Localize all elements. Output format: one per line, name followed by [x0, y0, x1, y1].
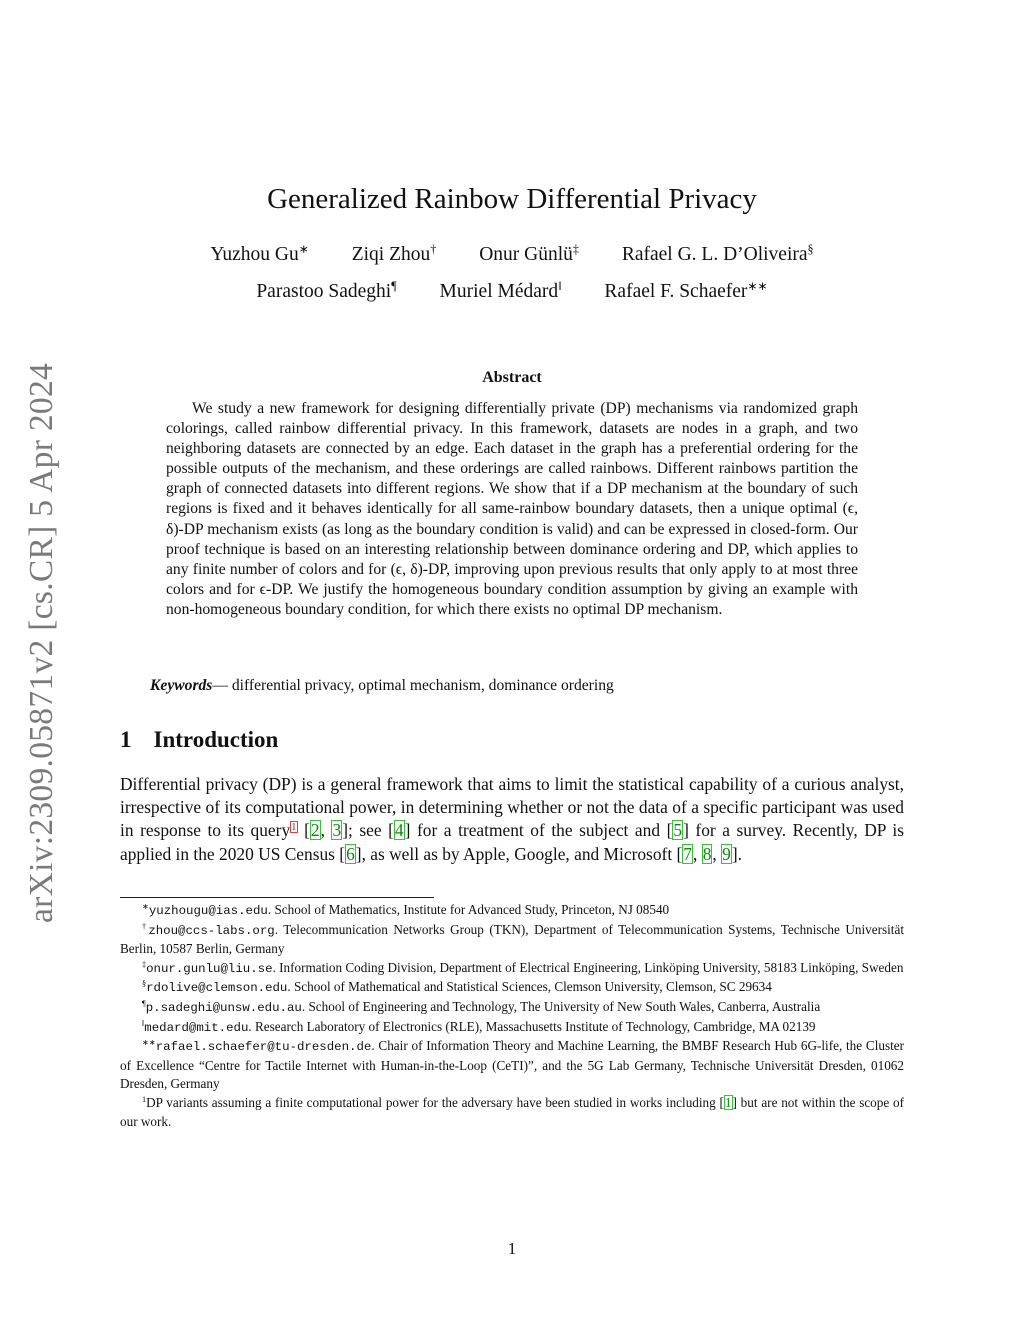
paper-title: Generalized Rainbow Differential Privacy	[267, 183, 757, 215]
footnote: †zhou@ccs-labs.org. Telecommunication Networks Group (TKN), Department of Telecommunication Systems, Technische Universität Berlin, 10587 Berlin, Germany	[120, 921, 904, 957]
keywords-label: Keywords	[150, 677, 213, 694]
citation-link[interactable]: 1	[724, 1094, 732, 1110]
citation-link[interactable]: 4	[394, 820, 404, 841]
footnote: ∗yuzhougu@ias.edu. School of Mathematics, Institute for Advanced Study, Princeton, NJ 08540	[142, 902, 670, 918]
footnote: ‖medard@mit.edu. Research Laboratory of Electronics (RLE), Massachusetts Institute of Technology, Cambridge, MA 02139	[142, 1018, 816, 1035]
citation-link[interactable]: 7	[683, 843, 692, 864]
keywords	[150, 677, 614, 695]
section-heading: 1 Introduction	[120, 727, 279, 752]
arxiv-identifier-stamp: arXiv:2309.05871v2 [cs.CR] 5 Apr 2024	[23, 362, 60, 924]
keywords-text: — differential privacy, optimal mechanism, dominance ordering	[212, 677, 614, 694]
author-list-row-2	[0, 278, 1024, 303]
page-number: 1	[507, 1239, 517, 1258]
author: Parastoo Sadeghi¶	[256, 278, 397, 302]
footnote: ‡onur.gunlu@liu.se. Information Coding Division, Department of Electrical Engineering, Linköping University, 58183 Linköping, Sweden	[142, 959, 904, 976]
footnote-divider	[120, 897, 434, 898]
footnote: ¶p.sadeghi@unsw.edu.au. School of Engineering and Technology, The University of New South Wales, Canberra, Australia	[142, 998, 821, 1015]
citation-link[interactable]: 9	[722, 843, 731, 864]
footnote: ∗∗rafael.schaefer@tu-dresden.de. Chair of Information Theory and Machine Learning, the BMBF Research Hub 6G-life, the Cluster of Excellence “Centre for Tactile Internet with Human-in-the-Loop (CeTI)”, and the 5G Lab Germany, Technische Universität Dresden, 01062 Dresden, Germany	[120, 1038, 904, 1092]
footnotes	[120, 901, 904, 1131]
citation-link[interactable]: 5	[673, 820, 683, 841]
citation-link[interactable]: 6	[346, 843, 355, 864]
author: Rafael G. L. D’Oliveira§	[621, 241, 814, 265]
footnote-email: p.sadeghi@unsw.edu.au	[145, 1000, 302, 1015]
footnote: §rdolive@clemson.edu. School of Mathematical and Statistical Sciences, Clemson University, Clemson, SC 29634	[142, 979, 772, 996]
citation-link[interactable]: 2	[310, 820, 320, 841]
footnote: $^1$DP variants assuming a finite computational power for the adversary have been studied in works including [1] but are not within the scope of our work.	[120, 1094, 904, 1129]
footnote-email: onur.gunlu@liu.se	[146, 961, 273, 976]
citation-link[interactable]: 8	[702, 843, 712, 864]
footnote-email: yuzhougu@ias.edu	[148, 904, 268, 918]
author: Onur Günlü‡	[479, 241, 579, 265]
author-list-row-1	[0, 241, 1024, 266]
abstract-heading: Abstract	[482, 369, 542, 386]
footnote-email: zhou@ccs-labs.org	[148, 923, 275, 938]
author: Muriel Médard‖	[439, 278, 562, 302]
footnote-email: medard@mit.edu	[144, 1020, 249, 1035]
intro-paragraph: Differential privacy (DP) is a general framework that aims to limit the statistical capability of a curious analyst, irrespective of its computational power, in determining whether or not the data of a specific participant was used in response to its query$^1$ [2, 3]; see [4] for a treatment of the subject and [5] for a survey. Recently, DP is applied in the 2020 US Census [6], as well as by Apple, Google, and Microsoft [7, 8, 9].	[120, 774, 904, 864]
footnote-link[interactable]: 1	[291, 820, 297, 833]
footnote-email: rafael.schaefer@tu-dresden.de	[155, 1040, 372, 1055]
footnote-email: rdolive@clemson.edu	[146, 981, 288, 996]
abstract-text: We study a new framework for designing differentially private (DP) mechanisms via randomized graph colorings, called rainbow differential privacy. In this framework, datasets are nodes in a graph, and two neighboring datasets are connected by an edge. Each dataset in the graph has a preferential ordering for the possible outputs of the mechanism, and these orderings are called rainbows. Different rainbows partition the graph of connected datasets into different regions. We show that if a DP mechanism at the boundary of such regions is fixed and it behaves identically for all same-rainbow boundary datasets, then a unique optimal (ϵ, δ)-DP mechanism exists (as long as the boundary condition is valid) and can be expressed in closed-form. Our proof technique is based on an interesting relationship between dominance ordering and DP, which applies to any finite number of colors and for (ϵ, δ)-DP, improving upon previous results that only apply to at most three colors and for ϵ-DP. We justify the homogeneous boundary condition assumption by giving an example with non-homogeneous boundary condition, for which there exists no optimal DP mechanism.	[166, 400, 858, 618]
citation-link[interactable]: 3	[332, 820, 342, 841]
author: Yuzhou Gu∗	[210, 241, 309, 265]
author: Rafael F. Schaefer∗∗	[604, 278, 768, 302]
author: Ziqi Zhou†	[351, 241, 437, 265]
